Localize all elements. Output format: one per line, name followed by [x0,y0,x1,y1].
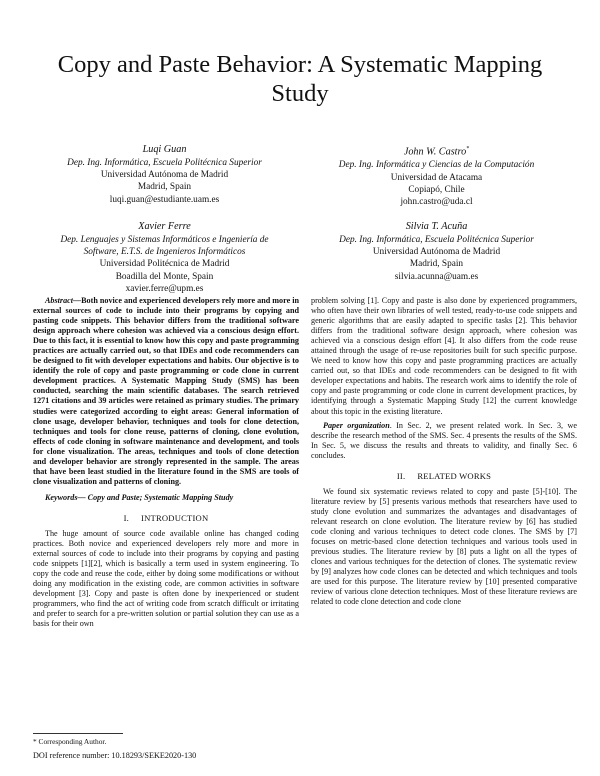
keywords: Keywords— Copy and Paste; Systematic Mapping Study [45,492,234,502]
author-name: John W. Castro [403,146,467,158]
left-column [33,296,299,629]
author-department-line-2: Software, E.T.S. de Ingenieros Informáticos [83,247,246,258]
author-block-3 [33,219,296,295]
author-email[interactable]: silvia.acunna@uam.es [394,271,479,282]
author-department: Dep. Ing. Informática, Escuela Politécnica Superior [339,235,534,245]
author-name: Luqi Guan [142,144,187,155]
author-department: Dep. Ing. Informática y Ciencias de la Computación [338,160,535,171]
author-organization: Universidad Politécnica de Madrid [99,259,230,270]
author-name: Xavier Ferre [138,221,191,232]
section-title: INTRODUCTION [141,512,209,523]
abstract [33,296,299,487]
author-organization: Universidad Autónoma de Madrid [100,170,229,181]
author-email[interactable]: luqi.guan@estudiante.uam.es [109,194,220,205]
paper-organization-text: . In Sec. 2, we present related work. In Sec. 3, we describe the research method of the SMS. Sec. 4 presents the results of the SMS. In Sec. 5, we discuss the results and threats to validity, and finally Sec. 6 concludes. [311,420,577,460]
author-block-2 [305,142,568,208]
section-heading-related-works [311,471,577,481]
abstract-label: Abstract— [45,296,82,305]
section-title: RELATED WORKS [417,470,492,481]
abstract-text: Both novice and experienced developers rely more and more in external sources of code to include into their programs by copying and pasting code snippets. This behavior differs from the traditional software design approach where cohesion was achieved via a conscious design effort. Due to this fact, it is essential to know how this copy and paste programming practices are actually carried out, so that IDEs and code recommenders can be designed to fit with developer expectations and habits. Our objective is to identify the role of copy and paste programming or code clone in current development practices. A Systematic Mapping Study (SMS) has been conducted, searching the main scientific databases. The search retrieved 1271 citations and 39 articles were retained as primary studies. The primary studies were categorized according to eight areas: General information of clone usage, developer behavior, techniques and tools for clone detection, techniques and tools for clone reuse, patterns of cloning, clone evolution, effects of code cloning in software maintenance and development, and tools for clone visualization. The areas, techniques and tools of clone detection and developer behavior are strongly represented in the sample. The areas that have been least studied in the literature found in the SMS are tools of clone visualization and patterns of cloning. [33,296,299,486]
author-email[interactable]: john.castro@uda.cl [400,197,473,207]
paper-organization-paragraph [311,421,577,461]
doi-reference: DOI reference number: 10.18293/SEKE2020-130 [33,751,197,760]
author-email[interactable]: xavier.ferre@upm.es [125,283,204,294]
footnote: * Corresponding Author. [33,737,107,746]
author-location: Madrid, Spain [137,182,192,193]
related-works-paragraph: We found six systematic reviews related to copy and paste [5]-[10]. The literature review by [5] presents various methods that researchers have used to study clone evolution and summarizes the advantages and disadvantages of relevant research on clone evolution. The literature review by [6] has studied code cloning and various techniques to detect code clones. The SMS by [7] focuses on metric-based clone detection techniques and various tools used in previous studies. The literature review by [8] puts a light on all the types of clones and various techniques for the detection of clones. The systematic review by [9] analyzes how code clones can be detected and which techniques and tools are used for this purpose. The literature review by [10] presented comparative review of various clone detection techniques. Most of these literature reviews are related to code clone detection and code clone [311,486,577,607]
corresponding-mark: * [466,146,470,152]
footnote-divider [33,733,123,734]
author-name: Silvia T. Acuña [405,221,468,232]
section-heading-introduction [33,513,299,523]
intro-paragraph-continued: problem solving [1]. Copy and paste is also done by experienced programmers, who often have their own libraries of well tested, ready-to-use code snippets and generic algorithms that are easily adapted to specific tasks [2]. This behavior differs from the traditional software design approach, where cohesion was achieved via a conscious design effort [4]. It also differs from the code reuse attained through the usage of re-use repositories built for such specific purpose. We need to know how this copy and paste programming practices are actually carried out, so that IDEs and code recommenders can be designed to fit with developer expectations and habits. The research work aims to identify the role of copy and paste programming or code clone in current development practices, by identifying through a Systematic Mapping Study [12] the current knowledge about this topic in the existing literature. [311,296,577,416]
intro-paragraph: The huge amount of source code available online has changed coding practices. Both novice and experienced developers rely more and more in external sources of code to include into their programs by copying and pasting code snippets [1][2], which is basically a term used in system engineering. To copy the code and reuse the code, either by doing some modifications or without doing any modification in the existing code, are common activities in software development [3]. Copy and paste is often done by inexperienced or student programmers, who find the act of writing code from scratch difficult or irritating and prefer to search for a pre-written solution or partial solution they can use as a basis for their own [33,528,299,629]
author-location: Boadilla del Monte, Spain [115,271,214,282]
section-number: II. [396,470,406,481]
author-location: Copiapó, Chile [408,184,465,195]
author-block-4 [305,219,568,283]
author-block-1 [33,142,296,206]
right-column [311,296,577,607]
author-organization: Universidad Autónoma de Madrid [372,247,501,258]
section-number: I. [123,512,130,523]
author-organization: Universidad de Atacama [390,172,483,183]
author-location: Madrid, Spain [409,259,464,270]
author-department: Dep. Lenguajes y Sistemas Informáticos e Ingeniería de [60,235,269,245]
author-department: Dep. Ing. Informática, Escuela Politécnica Superior [67,158,262,168]
paper-title: Copy and Paste Behavior: A Systematic Mapping Study [57,51,543,107]
paper-organization-label: Paper organization [323,420,390,430]
